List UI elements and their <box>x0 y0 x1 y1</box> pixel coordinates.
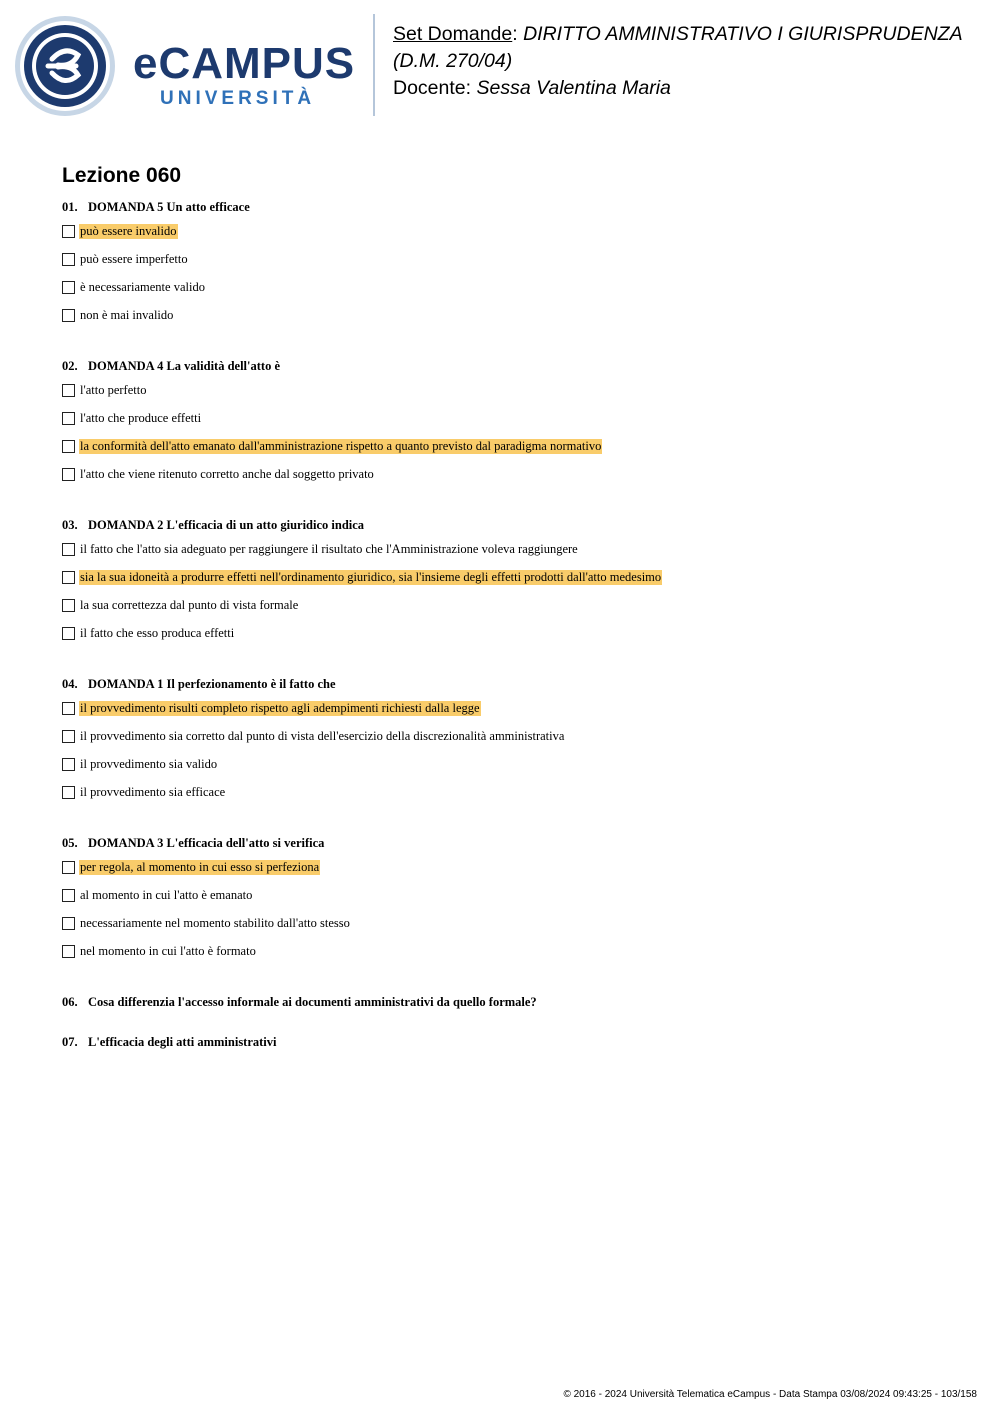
header-divider <box>373 14 375 116</box>
answer-option[interactable] <box>62 785 982 813</box>
header-info <box>393 21 983 102</box>
checkbox-icon[interactable] <box>62 468 75 481</box>
checkbox-icon[interactable] <box>62 440 75 453</box>
answer-option[interactable] <box>62 944 982 972</box>
checkbox-icon[interactable] <box>62 945 75 958</box>
question-heading <box>62 675 982 693</box>
checkbox-icon[interactable] <box>62 627 75 640</box>
answer-option[interactable] <box>62 570 982 598</box>
logo-subtitle: UNIVERSITÀ <box>160 88 316 109</box>
open-question <box>62 1033 982 1051</box>
question-heading <box>62 834 982 852</box>
answer-text: il provvedimento sia corretto dal punto di vista dell'esercizio della discrezionalità amministrativa <box>80 729 565 743</box>
answer-option[interactable] <box>62 701 982 729</box>
answer-option[interactable] <box>62 439 982 467</box>
answer-option[interactable] <box>62 888 982 916</box>
set-label: Set Domande <box>393 23 513 45</box>
answer-option[interactable] <box>62 308 982 336</box>
page-header <box>0 0 1000 130</box>
checkbox-icon[interactable] <box>62 889 75 902</box>
answer-option[interactable] <box>62 252 982 280</box>
answer-text: il provvedimento sia efficace <box>80 785 226 799</box>
question-block <box>62 675 982 813</box>
answer-text: non è mai invalido <box>80 308 174 322</box>
checkbox-icon[interactable] <box>62 917 75 930</box>
answer-option[interactable] <box>62 280 982 308</box>
answer-text-highlighted: sia la sua idoneità a produrre effetti nell'ordinamento giuridico, sia l'insieme degli effetti prodotti dall'atto medesimo <box>80 570 662 584</box>
answer-option[interactable] <box>62 383 982 411</box>
answer-option[interactable] <box>62 626 982 654</box>
answer-option[interactable] <box>62 757 982 785</box>
answer-option[interactable] <box>62 467 982 495</box>
open-question-list <box>62 993 982 1051</box>
checkbox-icon[interactable] <box>62 786 75 799</box>
question-number: 02. <box>62 359 78 373</box>
question-number: 04. <box>62 677 78 691</box>
answer-text-highlighted: per regola, al momento in cui esso si perfeziona <box>80 860 320 874</box>
question-heading <box>62 357 982 375</box>
lesson-title: Lezione 060 <box>62 164 182 187</box>
checkbox-icon[interactable] <box>62 412 75 425</box>
question-number: 05. <box>62 836 78 850</box>
set-value: DIRITTO AMMINISTRATIVO I GIURISPRUDENZA (D.M. 270/04) <box>393 23 962 72</box>
page-footer: © 2016 - 2024 Università Telematica eCampus - Data Stampa 03/08/2024 09:43:25 - 103/158 <box>563 1389 977 1400</box>
answer-text-highlighted: la conformità dell'atto emanato dall'amministrazione rispetto a quanto previsto dal paradigma normativo <box>80 439 602 453</box>
answer-text: il fatto che l'atto sia adeguato per raggiungere il risultato che l'Amministrazione voleva raggiungere <box>80 542 578 556</box>
checkbox-icon[interactable] <box>62 225 75 238</box>
checkbox-icon[interactable] <box>62 861 75 874</box>
checkbox-icon[interactable] <box>62 758 75 771</box>
question-heading <box>62 198 982 216</box>
answer-text: l'atto che viene ritenuto corretto anche dal soggetto privato <box>80 467 374 481</box>
checkbox-icon[interactable] <box>62 571 75 584</box>
question-heading <box>62 516 982 534</box>
checkbox-icon[interactable] <box>62 599 75 612</box>
question-block <box>62 357 982 495</box>
ecampus-badge-icon <box>14 15 116 117</box>
answer-text-highlighted: il provvedimento risulti completo rispetto agli adempimenti richiesti dalla legge <box>80 701 480 715</box>
checkbox-icon[interactable] <box>62 253 75 266</box>
teacher-value: Sessa Valentina Maria <box>476 77 671 99</box>
answer-option[interactable] <box>62 860 982 888</box>
answer-option[interactable] <box>62 598 982 626</box>
answer-text: il fatto che esso produca effetti <box>80 626 235 640</box>
answer-option[interactable] <box>62 224 982 252</box>
question-text: DOMANDA 1 Il perfezionamento è il fatto che <box>88 677 336 691</box>
question-number: 01. <box>62 200 78 214</box>
question-block <box>62 834 982 972</box>
question-list <box>62 198 982 972</box>
answer-text: la sua correttezza dal punto di vista formale <box>80 598 299 612</box>
checkbox-icon[interactable] <box>62 543 75 556</box>
answer-text: l'atto perfetto <box>80 383 147 397</box>
open-question <box>62 993 982 1011</box>
question-text: DOMANDA 4 La validità dell'atto è <box>88 359 281 373</box>
question-number: 07. <box>62 1035 78 1049</box>
answer-text: può essere imperfetto <box>80 252 188 266</box>
answer-text: l'atto che produce effetti <box>80 411 202 425</box>
question-text: Cosa differenzia l'accesso informale ai documenti amministrativi da quello formale? <box>88 995 537 1009</box>
lesson-content <box>62 162 982 1073</box>
checkbox-icon[interactable] <box>62 309 75 322</box>
question-number: 03. <box>62 518 78 532</box>
answer-text: al momento in cui l'atto è emanato <box>80 888 253 902</box>
answer-text: nel momento in cui l'atto è formato <box>80 944 256 958</box>
answer-option[interactable] <box>62 916 982 944</box>
question-text: DOMANDA 2 L'efficacia di un atto giuridico indica <box>88 518 365 532</box>
answer-option[interactable] <box>62 729 982 757</box>
answer-option[interactable] <box>62 411 982 439</box>
answer-text: il provvedimento sia valido <box>80 757 218 771</box>
answer-text: è necessariamente valido <box>80 280 205 294</box>
question-text: DOMANDA 5 Un atto efficace <box>88 200 250 214</box>
question-text: L'efficacia degli atti amministrativi <box>88 1035 277 1049</box>
question-block <box>62 516 982 654</box>
checkbox-icon[interactable] <box>62 702 75 715</box>
ecampus-logo: eCAMPUS <box>133 39 356 88</box>
checkbox-icon[interactable] <box>62 281 75 294</box>
checkbox-icon[interactable] <box>62 730 75 743</box>
question-text: DOMANDA 3 L'efficacia dell'atto si verifica <box>88 836 325 850</box>
answer-option[interactable] <box>62 542 982 570</box>
set-line: Set Domande: DIRITTO AMMINISTRATIVO I GIURISPRUDENZA (D.M. 270/04) <box>393 23 962 72</box>
answer-text-highlighted: può essere invalido <box>80 224 177 238</box>
teacher-line: Docente: Sessa Valentina Maria <box>393 77 671 99</box>
answer-text: necessariamente nel momento stabilito dall'atto stesso <box>80 916 350 930</box>
question-number: 06. <box>62 995 78 1009</box>
teacher-label: Docente <box>393 77 466 99</box>
question-block <box>62 198 982 336</box>
checkbox-icon[interactable] <box>62 384 75 397</box>
